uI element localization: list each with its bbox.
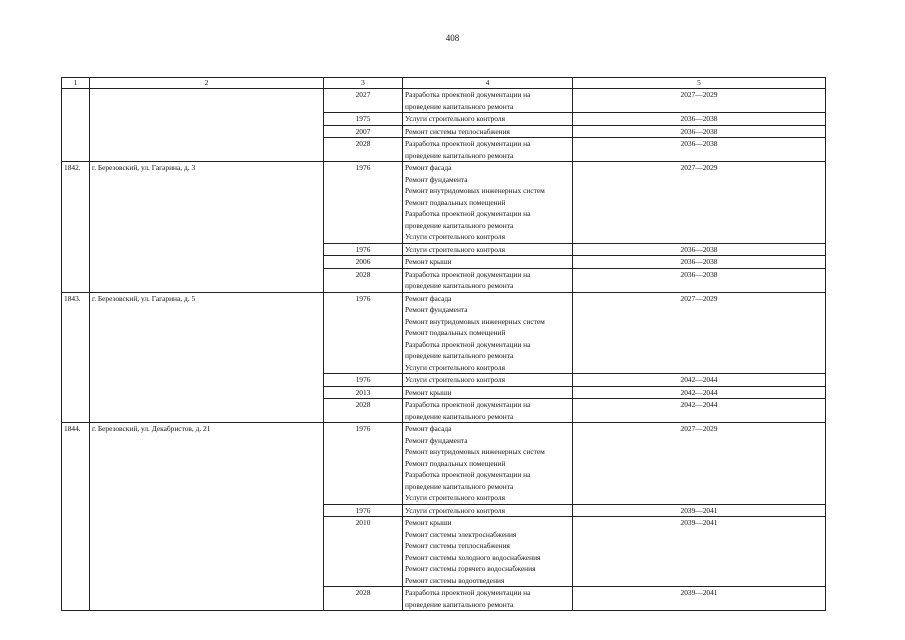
object-number: 1844. xyxy=(62,423,90,611)
year-cell: 2028 xyxy=(324,268,403,292)
year-cell: 2007 xyxy=(324,125,403,138)
work-item: проведение капитального ремонта xyxy=(405,150,514,160)
period-cell: 2036—2038 xyxy=(573,243,826,256)
year-cell: 1976 xyxy=(324,374,403,387)
work-item: Ремонт внутридомовых инженерных систем xyxy=(405,316,545,326)
work-item: Услуги строительного контроля xyxy=(405,493,505,502)
work-item: Услуги строительного контроля xyxy=(405,375,505,384)
works-cell xyxy=(403,292,573,374)
year-cell: 1976 xyxy=(324,243,403,256)
work-item: Ремонт крыши xyxy=(405,257,452,266)
year-cell: 2028 xyxy=(324,138,403,162)
object-address: г. Березовский, ул. Гагарина, д. 3 xyxy=(90,162,324,293)
year-cell: 2010 xyxy=(324,517,403,587)
work-item: Ремонт фасада xyxy=(405,424,452,433)
works-cell xyxy=(403,374,573,387)
period-cell: 2036—2038 xyxy=(573,138,826,162)
year-cell: 2013 xyxy=(324,386,403,399)
object-number: 1842. xyxy=(62,162,90,293)
object-number: 1843. xyxy=(62,292,90,423)
work-item: Ремонт системы водоотведения xyxy=(405,575,505,585)
period-cell: 2039—2041 xyxy=(573,587,826,611)
year-cell: 2027 xyxy=(324,89,403,113)
year-cell: 1976 xyxy=(324,504,403,517)
works-cell xyxy=(403,504,573,517)
work-item: Услуги строительного контроля xyxy=(405,244,505,254)
work-item: проведение капитального ремонта xyxy=(405,351,514,360)
work-item: Ремонт фундамента xyxy=(405,174,468,184)
works-cell xyxy=(403,113,573,126)
year-cell: 1976 xyxy=(324,292,403,374)
table-row xyxy=(62,292,826,374)
work-item: Разработка проектной документации на xyxy=(405,90,531,99)
work-item: Услуги строительного контроля xyxy=(405,232,505,241)
works-cell xyxy=(403,423,573,505)
work-item: проведение капитального ремонта xyxy=(405,101,514,111)
object-number xyxy=(62,89,90,162)
period-cell: 2036—2038 xyxy=(573,113,826,126)
table-row xyxy=(62,89,826,113)
work-item: проведение капитального ремонта xyxy=(405,599,514,609)
work-item: Разработка проектной документации на xyxy=(405,269,531,279)
work-item: Ремонт фундамента xyxy=(405,435,468,445)
period-cell: 2027—2029 xyxy=(573,292,826,374)
work-item: Ремонт фасада xyxy=(405,163,452,172)
period-cell: 2027—2029 xyxy=(573,89,826,113)
table-body xyxy=(62,89,826,611)
work-item: Ремонт внутридомовых инженерных систем xyxy=(405,447,545,456)
work-item: Ремонт подвальных помещений xyxy=(405,328,506,337)
year-cell: 2028 xyxy=(324,399,403,423)
works-cell xyxy=(403,587,573,611)
period-cell: 2027—2029 xyxy=(573,423,826,505)
works-cell xyxy=(403,268,573,292)
object-address: г. Березовский, ул. Декабристов, д. 21 xyxy=(90,423,324,611)
period-cell: 2036—2038 xyxy=(573,125,826,138)
year-cell: 1976 xyxy=(324,423,403,505)
work-item: Разработка проектной документации на xyxy=(405,339,531,349)
period-cell: 2042—2044 xyxy=(573,399,826,423)
header-cell-4: 4 xyxy=(403,78,573,89)
repair-schedule-table xyxy=(61,77,826,611)
work-item: Разработка проектной документации на xyxy=(405,400,531,409)
header-cell-1: 1 xyxy=(62,78,90,89)
work-item: Ремонт системы холодного водоснабжения xyxy=(405,552,541,562)
header-cell-5: 5 xyxy=(573,78,826,89)
header-cell-2: 2 xyxy=(90,78,324,89)
year-cell: 2028 xyxy=(324,587,403,611)
work-item: проведение капитального ремонта xyxy=(405,411,514,421)
table-row xyxy=(62,162,826,244)
work-item: Услуги строительного контроля xyxy=(405,505,505,515)
work-item: Ремонт фундамента xyxy=(405,305,468,314)
work-item: Ремонт подвальных помещений xyxy=(405,197,506,207)
period-cell: 2036—2038 xyxy=(573,268,826,292)
period-cell: 2036—2038 xyxy=(573,256,826,269)
work-item: Ремонт системы электроснабжения xyxy=(405,529,517,539)
work-item: Ремонт подвальных помещений xyxy=(405,458,506,468)
period-cell: 2039—2041 xyxy=(573,504,826,517)
works-cell xyxy=(403,386,573,399)
work-item: Разработка проектной документации на xyxy=(405,470,531,479)
year-cell: 2006 xyxy=(324,256,403,269)
works-cell xyxy=(403,256,573,269)
work-item: проведение капитального ремонта xyxy=(405,281,514,290)
header-row xyxy=(62,78,826,89)
period-cell: 2027—2029 xyxy=(573,162,826,244)
work-item: Ремонт фасада xyxy=(405,293,452,303)
year-cell: 1976 xyxy=(324,162,403,244)
work-item: проведение капитального ремонта xyxy=(405,481,514,491)
period-cell: 2039—2041 xyxy=(573,517,826,587)
works-cell xyxy=(403,89,573,113)
work-item: Услуги строительного контроля xyxy=(405,114,505,123)
work-item: Разработка проектной документации на xyxy=(405,588,531,597)
work-item: Ремонт крыши xyxy=(405,518,452,527)
works-cell xyxy=(403,243,573,256)
work-item: Ремонт системы горячего водоснабжения xyxy=(405,564,536,573)
page-number: 408 xyxy=(445,33,460,43)
work-item: проведение капитального ремонта xyxy=(405,220,514,230)
year-cell: 1975 xyxy=(324,113,403,126)
header-cell-3: 3 xyxy=(324,78,403,89)
object-address xyxy=(90,89,324,162)
work-item: Ремонт системы теплоснабжения xyxy=(405,541,510,550)
object-address: г. Березовский, ул. Гагарина, д. 5 xyxy=(90,292,324,423)
work-item: Ремонт внутридомовых инженерных систем xyxy=(405,186,545,195)
period-cell: 2042—2044 xyxy=(573,374,826,387)
work-item: Услуги строительного контроля xyxy=(405,362,505,372)
table-row xyxy=(62,423,826,505)
works-cell xyxy=(403,162,573,244)
work-item: Ремонт крыши xyxy=(405,387,452,397)
works-cell xyxy=(403,138,573,162)
works-cell xyxy=(403,125,573,138)
period-cell: 2042—2044 xyxy=(573,386,826,399)
works-cell xyxy=(403,399,573,423)
work-item: Ремонт системы теплоснабжения xyxy=(405,126,510,136)
works-cell xyxy=(403,517,573,587)
work-item: Разработка проектной документации на xyxy=(405,209,531,218)
work-item: Разработка проектной документации на xyxy=(405,139,531,148)
